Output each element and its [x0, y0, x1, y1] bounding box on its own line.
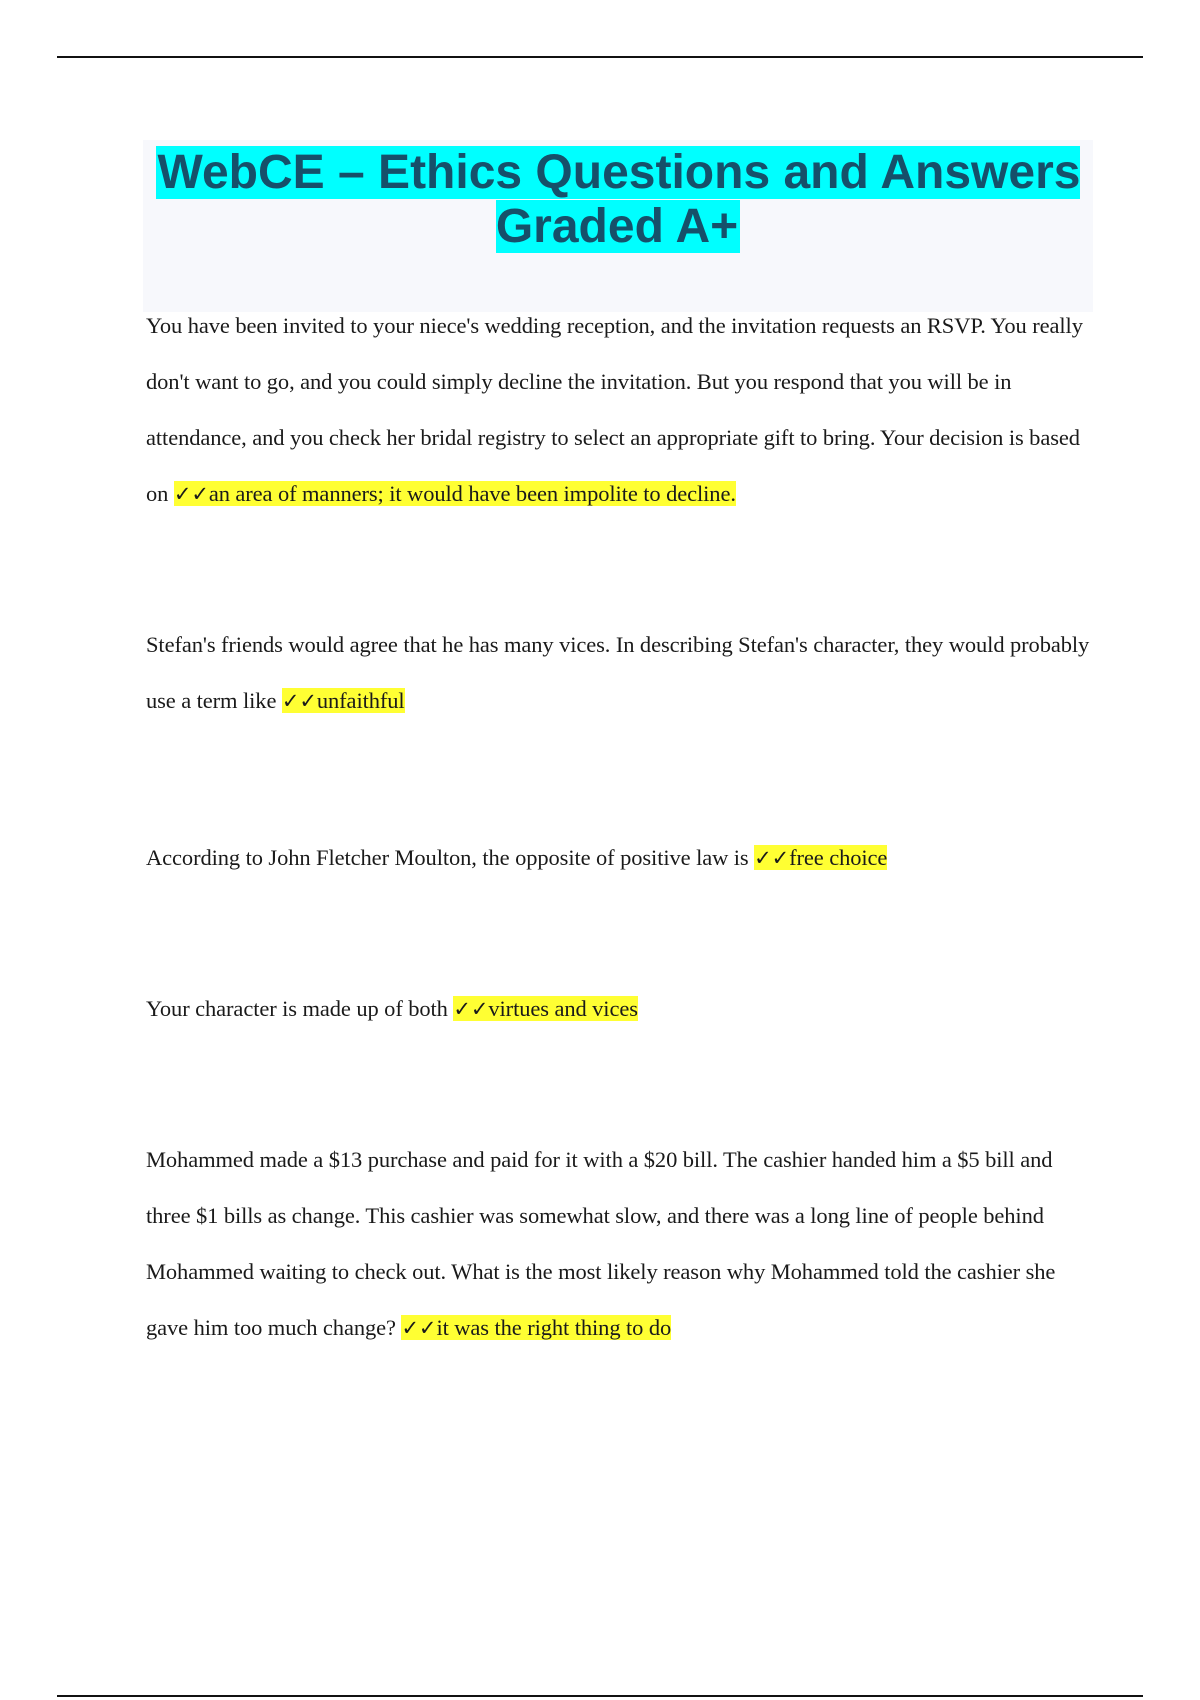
answer-highlight — [754, 845, 887, 870]
answer-text: free choice — [789, 845, 888, 870]
answer-text: it was the right thing to do — [436, 1315, 672, 1340]
qa-item — [146, 298, 1096, 522]
document-title — [143, 146, 1093, 254]
title-block — [143, 140, 1093, 312]
answer-highlight — [453, 996, 638, 1021]
qa-item — [146, 830, 1096, 886]
question-text: Your character is made up of both — [146, 996, 454, 1021]
answer-highlight — [401, 1315, 671, 1340]
question-text: You have been invited to your niece's wedding reception, and the invitation requests an RSVP. You really don't want to go, and you could simply decline the invitation. But you respond that you will be in attendance, and you check her bridal registry to select an appropriate gift to bring. Your decision is based on — [146, 313, 1083, 506]
check-icon: ✓✓ — [401, 1316, 437, 1340]
check-icon: ✓✓ — [281, 689, 317, 713]
answer-text: unfaithful — [316, 688, 405, 713]
answer-highlight — [174, 481, 736, 506]
answer-highlight — [282, 688, 405, 713]
check-icon: ✓✓ — [754, 846, 790, 870]
question-text: Mohammed made a $13 purchase and paid for it with a $20 bill. The cashier handed him a $5 bill and three $1 bills as change. This cashier was somewhat slow, and there was a long line of people behind Mohammed waiting to check out. What is the most likely reason why Mohammed told the cashier she gave him too much change? — [146, 1147, 1056, 1340]
title-highlight: WebCE – Ethics Questions and Answers Graded A+ — [157, 146, 1081, 253]
qa-item — [146, 1132, 1096, 1356]
answer-text: an area of manners; it would have been impolite to decline. — [208, 481, 736, 506]
top-rule — [57, 56, 1143, 58]
qa-item — [146, 617, 1096, 729]
question-text: Stefan's friends would agree that he has many vices. In describing Stefan's character, they would probably use a term like — [146, 632, 1090, 713]
answer-text: virtues and vices — [488, 996, 638, 1021]
question-text: According to John Fletcher Moulton, the opposite of positive law is — [146, 845, 755, 870]
check-icon: ✓✓ — [453, 997, 489, 1021]
qa-item — [146, 981, 1096, 1037]
check-icon: ✓✓ — [173, 482, 209, 506]
bottom-rule — [57, 1695, 1143, 1697]
